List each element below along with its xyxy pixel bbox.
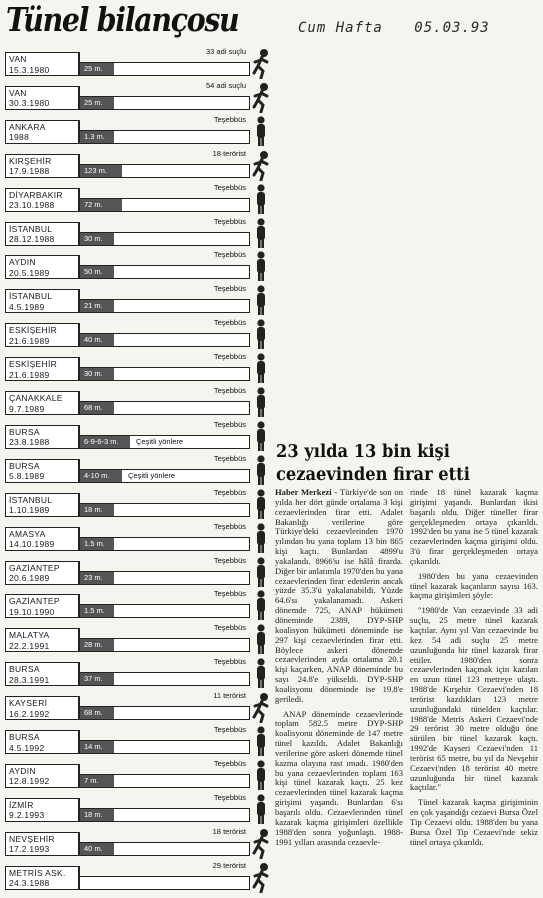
article-paragraph: rinde 18 tünel kazarak kaçma girişimi yaşandı. Bunlardan ikisi başarılı oldu. Diğer tüneller firar gerçekleşmeden ortaya çıkarıldı. 1992'den bu yana ise 5 tünel kazarak cezaevlerinden kaçma girişimi oldu. 3'ü firar gerçekleşmeden ortaya çıkarıldı. <box>410 488 538 566</box>
escape-date: 24.3.1988 <box>9 878 50 889</box>
escape-date: 17.2.1993 <box>9 844 50 855</box>
running-figure-icon <box>250 827 272 859</box>
escape-date: 12.8.1992 <box>9 776 50 787</box>
article-paragraph: "1980'de Van cezaevinde 33 adi suçlu, 25 metre tünel kazarak kaçtılar. Aynı yıl Van cezaevinde bu kez 54 adi suçlu 25 metre uzunluğunda bir tünel kazarak firar ettiler. 1980'den sonra cezaevlerinden kaçmak için kazılan en uzun tünel 123 metreye ulaştı. 1988'de Kırşehir Cezaevi'nden 18 terörist kazdıkları 123 metre uzunluğundaki tünelden kaçtılar. 1988'de Metris Askeri Cezaevi'nde 29 terörist 30 metre olduğu öne sürülen bir tünel kazarak kaçtı. 1992'de Kayseri Cezaevi'nden 11 terörist 65 metre, bu yıl da Nevşehir Cezaevi'nden 18 terörist 40 metre uzunluğunda bir tünel kazarak kaçtılar." <box>410 605 538 793</box>
stamp-paper: Cum Hafta <box>298 20 383 36</box>
escape-date: 21.6.1989 <box>9 369 50 380</box>
standing-figure-icon <box>250 793 272 825</box>
standing-figure-icon <box>250 556 272 588</box>
escape-result: Teşebbüs <box>213 758 246 768</box>
escape-result: Teşebbüs <box>213 386 246 395</box>
tunnel-bar <box>80 265 250 279</box>
escape-result: Teşebbüs <box>213 250 246 260</box>
prison-city: İZMİR <box>9 799 34 810</box>
escape-date: 22.2.1991 <box>9 640 50 651</box>
tunnel-length: 7 m. <box>80 775 114 787</box>
article-title <box>276 441 520 487</box>
prison-label <box>5 120 80 144</box>
article-title-line-1: 23 yılda 13 bin kişi <box>276 442 450 462</box>
tunnel-row <box>2 318 272 350</box>
standing-figure-icon <box>250 759 272 791</box>
prison-city: AYDIN <box>9 765 36 776</box>
escape-date: 17.9.1988 <box>9 166 50 177</box>
article-title-line-2: cezaevinden firar etti <box>276 465 470 485</box>
running-figure-icon <box>250 861 272 893</box>
escape-date: 23.10.1988 <box>9 200 55 211</box>
tunnel-bar <box>80 842 250 856</box>
standing-figure-icon <box>250 183 272 215</box>
tunnel-row <box>2 522 272 554</box>
prison-city: BURSA <box>9 732 40 742</box>
prison-label <box>5 188 80 212</box>
prison-city: GAZİANTEP <box>9 596 60 607</box>
tunnel-bar <box>80 808 250 822</box>
standing-figure-icon <box>250 420 272 452</box>
tunnel-bar <box>80 367 250 381</box>
tunnel-length: 68 m. <box>80 402 114 414</box>
tunnel-row <box>2 556 272 588</box>
escape-result: 11 terörist <box>213 691 246 701</box>
prison-label <box>5 154 80 178</box>
tunnel-length: 68 m. <box>80 707 114 719</box>
tunnel-length: 30 m. <box>80 368 114 380</box>
tunnel-bar <box>80 740 250 754</box>
running-figure-icon <box>250 47 272 79</box>
tunnel-row <box>2 115 272 147</box>
tunnel-bar <box>80 62 250 76</box>
escape-result: Teşebbüs <box>213 453 246 463</box>
tunnel-bar <box>80 469 250 483</box>
tunnel-row <box>2 454 272 486</box>
tunnel-direction: Çeşitli yönlere <box>136 436 184 446</box>
tunnel-row <box>2 827 272 859</box>
tunnel-bar <box>80 435 250 449</box>
escape-date: 1.10.1989 <box>9 505 50 516</box>
article-paragraph: Tünel kazarak kaçma girişiminin en çok yaşandığı cezaevi Bursa Özel Tip Cezaevi oldu. 1988'den bu yana Bursa Özel Tip Cezaevi'nde sekiz tünel ortaya çıkarıldı. <box>410 797 538 847</box>
standing-figure-icon <box>250 454 272 486</box>
tunnel-length: 72 m. <box>80 199 122 211</box>
standing-figure-icon <box>250 589 272 621</box>
tunnel-row <box>2 81 272 113</box>
escape-date: 20.5.1989 <box>9 267 50 278</box>
prison-label <box>5 222 80 246</box>
escape-date: 28.12.1988 <box>9 234 55 244</box>
article-paragraph: ANAP döneminde cezaevlerinde toplam 582.5 metre DYP-SHP koalisyonu döneminde de 147 metre tünel kazıldı. Adalet Bakanlığı verilerine göre askeri dönemde tünel kazma olayına rast ımadı. 1980'den bu yana cezaevlerinden toplam 163 kişi tünel kazarak kaçtı. 25 kez cezaevlerinden tünel kazarak kaçma girişimi yaşandı. Bunlardan 6'sı başarılı oldu. Cezaevlerinden tünel kazarak kaçma girişimleri özellikle 1988'den sonra yoğunlaştı. 1988-1991 yılları arasında cezaevle- <box>275 708 403 847</box>
tunnel-row <box>2 47 272 79</box>
tunnel-row <box>2 284 272 316</box>
escape-date: 30.3.1980 <box>9 98 50 109</box>
escape-result: Teşebbüs <box>213 216 246 226</box>
prison-city: NEVŞEHİR <box>9 833 55 844</box>
prison-city: ESKİŞEHİR <box>9 359 58 370</box>
prison-label <box>5 662 80 686</box>
prison-city: BURSA <box>9 664 40 675</box>
article-paragraph: Haber Merkezi - Türkiye'de son on yılda her dört günde ortalama 3 kişi cezaevlerinden firar etti. Adalet Bakanlığı verilerine göre Türkiye'deki cezaevlerinden 1970 yılından bu yana toplam 13 bin 865 kişi kaçtı. Bunlardan 4899'u yakalandı. 8966'sı ise hâlâ firarda. Diğer bir anlatımla 1970'den bu yana cezaevlerinden firar edenlerin ancak yüzde 35.3'ü yakalanabildi. Yüzde 64.6'sı yakalanamadı. Askeri dönemde 725, ANAP hükümeti döneminde 2389, DYP-SHP koalisyon hükümeti döneminde ise 297 kişi cezaevlerinden firar etti. Böylece askeri dönemde cezaevlerinden ayda ortalama 20.1 kişi kaçarken, ANAP döneminde bu sayı 24.8'e yükseldi. DYP-SHP koalisyonu döneminde ise 19.8'e geriledi. <box>275 488 403 704</box>
stamp-date: 05.03.93 <box>414 20 490 36</box>
prison-city: ANKARA <box>9 121 46 132</box>
prison-label <box>5 628 80 652</box>
prison-city: İSTANBUL <box>9 291 53 302</box>
tunnel-bar <box>80 571 250 585</box>
running-figure-icon <box>250 81 272 113</box>
prison-label <box>5 289 80 313</box>
tunnel-row <box>2 217 272 249</box>
prison-city: AYDIN <box>9 257 36 268</box>
tunnel-bar <box>80 638 250 652</box>
tunnel-length: 21 m. <box>80 300 114 312</box>
standing-figure-icon <box>250 386 272 418</box>
standing-figure-icon <box>250 115 272 147</box>
tunnel-bar <box>80 164 250 178</box>
prison-label <box>5 86 80 110</box>
standing-figure-icon <box>250 284 272 316</box>
escape-result: Teşebbüs <box>213 352 246 362</box>
prison-city: DİYARBAKIR <box>9 189 63 200</box>
escape-date: 28.3.1991 <box>9 674 50 685</box>
standing-figure-icon <box>250 657 272 689</box>
standing-figure-icon <box>250 725 272 757</box>
escape-date: 9.7.1989 <box>9 403 45 414</box>
tunnel-row <box>2 352 272 384</box>
prison-city: ESKİŞEHİR <box>9 325 58 336</box>
prison-city: İSTANBUL <box>9 494 53 505</box>
tunnel-bar <box>80 706 250 720</box>
escape-result: 29 terörist <box>212 860 246 870</box>
prison-label <box>5 594 80 618</box>
tunnel-bar <box>80 774 250 788</box>
tunnel-length: 30 m. <box>80 233 114 245</box>
tunnel-bar <box>80 232 250 246</box>
prison-city: KAYSERİ <box>9 698 48 709</box>
tunnel-length: 50 m. <box>80 266 114 278</box>
escape-date: 19.10.1990 <box>9 606 55 617</box>
escape-date: 15.3.1980 <box>9 64 50 75</box>
prison-city: ÇANAKKALE <box>9 393 63 403</box>
escape-result: 18 terörist <box>212 826 246 836</box>
standing-figure-icon <box>250 488 272 520</box>
tunnel-length: 1.3 m. <box>80 131 114 143</box>
tunnel-row <box>2 657 272 689</box>
prison-label <box>5 493 80 517</box>
escape-date: 21.6.1989 <box>9 335 50 346</box>
escape-date: 1988 <box>9 132 30 143</box>
tunnel-row <box>2 386 272 418</box>
tunnel-row <box>2 488 272 520</box>
escape-result: Teşebbüs <box>213 725 246 734</box>
standing-figure-icon <box>250 522 272 554</box>
tunnel-length: 25 m. <box>80 97 114 109</box>
tunnel-length: 37 m. <box>80 673 114 685</box>
tunnel-row <box>2 793 272 825</box>
article-column-1 <box>275 488 403 892</box>
tunnel-bar <box>80 333 250 347</box>
article-paragraph: 1980'den bu yana cezaevinden tünel kazarak kaçanların sayısı 163. kaçma girişimleri şöyle: <box>410 570 538 601</box>
tunnel-length: 1.5 m. <box>80 538 114 550</box>
tunnel-bar <box>80 876 250 890</box>
tunnel-bar <box>80 672 250 686</box>
escape-result: 18 terörist <box>212 148 246 158</box>
prison-label <box>5 730 80 754</box>
tunnel-length: 40 m. <box>80 334 114 346</box>
running-figure-icon <box>250 149 272 181</box>
prison-city: VAN <box>9 87 27 98</box>
tunnel-row <box>2 250 272 282</box>
tunnel-row <box>2 183 272 215</box>
tunnel-length: 14 m. <box>80 741 114 753</box>
tunnel-row <box>2 725 272 757</box>
tunnel-length: 40 m. <box>80 843 114 855</box>
prison-label <box>5 696 80 720</box>
prison-label <box>5 391 80 415</box>
tunnel-bar <box>80 537 250 551</box>
escape-date: 4.5.1989 <box>9 301 45 312</box>
tunnel-row <box>2 861 272 893</box>
escape-result: Teşebbüs <box>213 318 246 328</box>
prison-city: BURSA <box>9 426 40 437</box>
prison-label <box>5 866 80 890</box>
escape-result: Teşebbüs <box>213 284 246 294</box>
escape-result: Teşebbüs <box>213 792 246 802</box>
standing-figure-icon <box>250 318 272 350</box>
tunnel-length: 4-10 m. <box>80 470 122 482</box>
escape-date: 23.8.1988 <box>9 437 50 448</box>
prison-label <box>5 323 80 347</box>
prison-label <box>5 832 80 856</box>
prison-city: BURSA <box>9 460 40 471</box>
prison-city: VAN <box>9 54 27 64</box>
tunnel-bar <box>80 604 250 618</box>
tunnel-row <box>2 149 272 181</box>
escape-result: Teşebbüs <box>213 114 246 124</box>
tunnel-row <box>2 589 272 621</box>
prison-label <box>5 425 80 449</box>
article-byline: Haber Merkezi - <box>275 488 338 497</box>
tunnel-bar <box>80 299 250 313</box>
page-title: Tünel bilançosu <box>6 0 239 39</box>
tunnel-bar <box>80 130 250 144</box>
escape-result: Teşebbüs <box>213 182 246 192</box>
tunnel-row <box>2 759 272 791</box>
tunnel-bar <box>80 96 250 110</box>
tunnel-length: 25 m. <box>80 63 114 75</box>
tunnel-length: 6-9-6-3 m. <box>80 436 130 448</box>
tunnel-length: 1.5 m. <box>80 605 114 617</box>
escape-result: 54 adi suçlu <box>205 80 246 90</box>
prison-label <box>5 764 80 788</box>
prison-city: METRİS ASK. <box>9 867 66 878</box>
escape-date: 14.10.1989 <box>9 539 55 550</box>
tunnel-row <box>2 623 272 655</box>
prison-label <box>5 561 80 585</box>
tunnel-row <box>2 420 272 452</box>
standing-figure-icon <box>250 352 272 384</box>
standing-figure-icon <box>250 217 272 249</box>
escape-date: 20.6.1989 <box>9 573 50 583</box>
tunnel-length: 18 m. <box>80 504 114 516</box>
escape-result: Teşebbüs <box>213 623 246 633</box>
prison-label <box>5 527 80 551</box>
standing-figure-icon <box>250 623 272 655</box>
escape-result: Teşebbüs <box>213 487 246 497</box>
tunnel-direction: Çeşitli yönlere <box>128 470 176 480</box>
prison-city: MALATYA <box>9 630 50 641</box>
prison-label <box>5 255 80 279</box>
escape-result: Teşebbüs <box>213 589 246 599</box>
tunnel-length: 123 m. <box>80 165 122 177</box>
escape-result: Teşebbüs <box>213 555 246 565</box>
prison-label <box>5 798 80 822</box>
prison-city: GAZİANTEP <box>9 562 60 573</box>
escape-result: Teşebbüs <box>213 521 246 531</box>
prison-label <box>5 52 80 76</box>
escape-result: 33 adi suçlu <box>205 47 246 56</box>
tunnel-length: 23 m. <box>80 572 114 584</box>
prison-label <box>5 459 80 483</box>
tunnel-length: 28 m. <box>80 639 114 651</box>
escape-result: Teşebbüs <box>213 657 246 667</box>
standing-figure-icon <box>250 250 272 282</box>
running-figure-icon <box>250 691 272 723</box>
prison-city: İSTANBUL <box>9 223 53 234</box>
prison-city: AMASYA <box>9 528 46 539</box>
escape-date: 5.8.1989 <box>9 471 45 482</box>
tunnel-bar <box>80 503 250 517</box>
tunnel-row <box>2 691 272 723</box>
escape-date: 16.2.1992 <box>9 708 50 719</box>
tunnel-bar <box>80 198 250 212</box>
tunnel-bar <box>80 401 250 415</box>
escape-date: 4.5.1992 <box>9 742 45 753</box>
clipping-stamp <box>298 20 533 42</box>
escape-date: 9.2.1993 <box>9 810 45 821</box>
tunnel-length: 18 m. <box>80 809 114 821</box>
escape-result: Teşebbüs <box>213 419 246 429</box>
prison-city: KIRŞEHİR <box>9 155 52 166</box>
prison-label <box>5 357 80 381</box>
article-column-2 <box>410 488 538 892</box>
